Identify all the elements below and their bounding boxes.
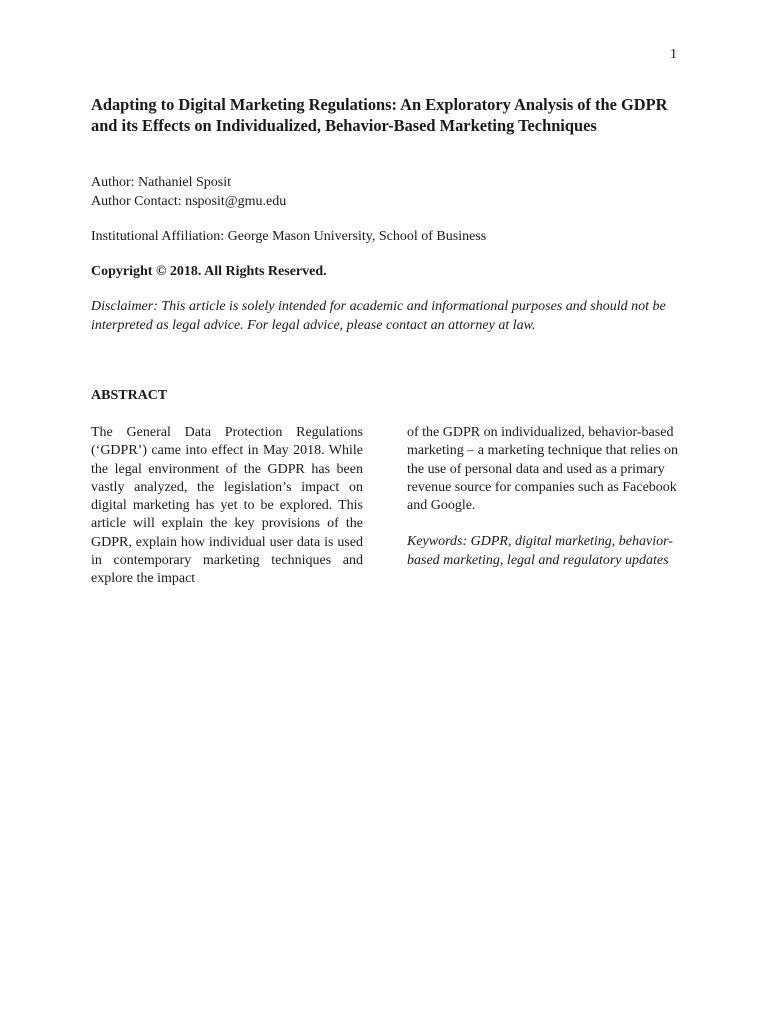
disclaimer: Disclaimer: This article is solely intended for academic and informational purposes and should not be interpreted as legal advice. For legal advice, please contact an attorney at law. — [91, 299, 666, 333]
author-block — [91, 174, 286, 211]
author-contact: Author Contact: nsposit@gmu.edu — [91, 193, 287, 209]
abstract-column-right — [407, 424, 679, 570]
paper-title: Adapting to Digital Marketing Regulations: An Exploratory Analysis of the GDPR and its Effects on Individualized, Behavior-Based Marketing Techniques — [91, 95, 668, 135]
institutional-affiliation: Institutional Affiliation: George Mason University, School of Business — [91, 229, 487, 244]
abstract-heading: ABSTRACT — [91, 388, 168, 403]
page-number: 1 — [670, 47, 677, 62]
abstract-text-left: The General Data Protection Regulations (‘GDPR’) came into effect in May 2018. While the legal environment of the GDPR has been vastly analyzed, the legislation’s impact on digital marketing has yet to be explored. This article will explain the key provisions of the GDPR, explain how individual user data is used in contemporary marketing techniques and explore the impact — [91, 425, 363, 587]
abstract-text-right: of the GDPR on individualized, behavior-based marketing – a marketing technique that relies on the use of personal data and used as a primary revenue source for companies such as Facebook and Google. — [407, 425, 678, 514]
abstract-column-left — [91, 424, 363, 589]
keywords: Keywords: GDPR, digital marketing, behavior-based marketing, legal and regulatory updates — [407, 534, 673, 568]
author-name: Author: Nathaniel Sposit — [91, 175, 231, 190]
copyright-notice: Copyright © 2018. All Rights Reserved. — [91, 264, 327, 279]
